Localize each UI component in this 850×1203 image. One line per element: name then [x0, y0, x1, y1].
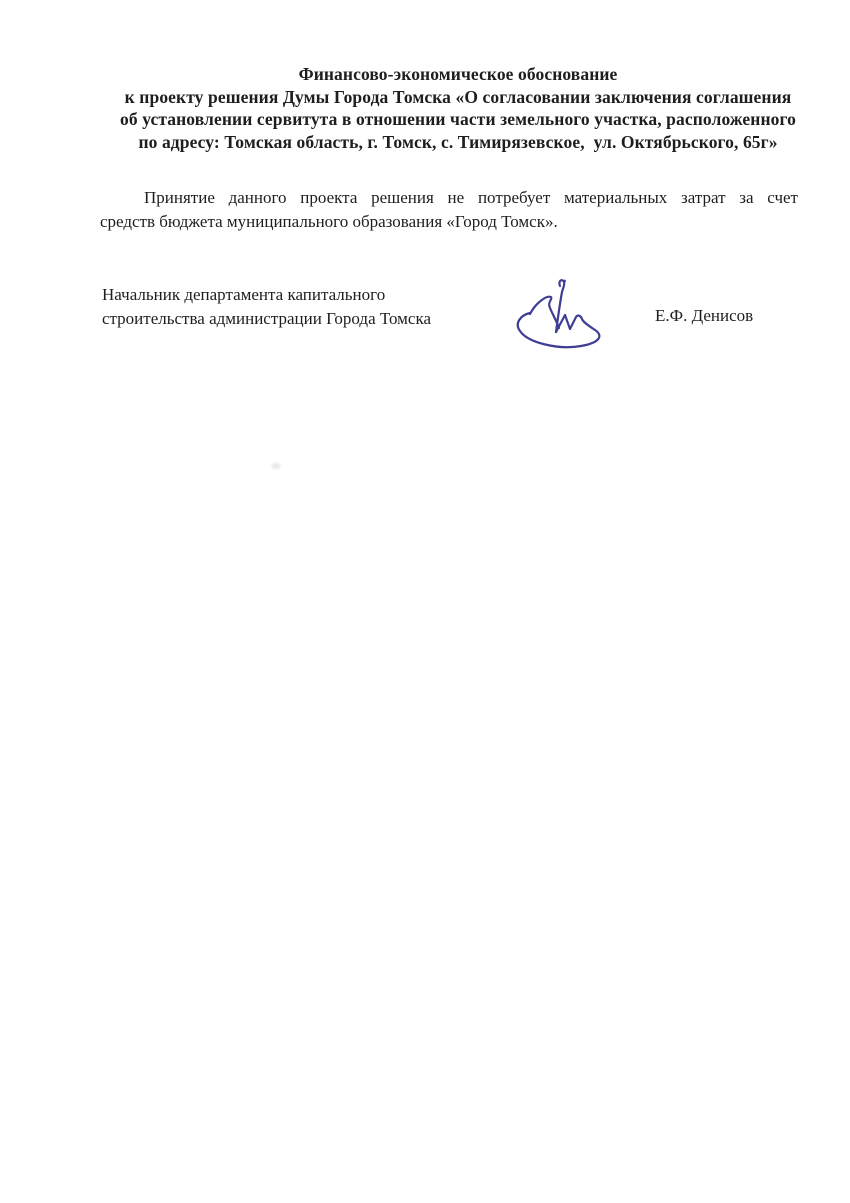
- signatory-name: Е.Ф. Денисов: [655, 306, 754, 325]
- scan-artifact-speck: [271, 463, 281, 469]
- body-paragraph-line: Принятие данного проекта решения не потребует материальных затрат за счет: [144, 188, 798, 207]
- document-title: [88, 63, 828, 153]
- signature-stroke-dot: [563, 280, 566, 283]
- title-line: Финансово-экономическое обоснование: [298, 64, 618, 84]
- signatory-position-line: строительства администрации Города Томска: [102, 308, 432, 328]
- title-line: по адресу: Томская область, г. Томск, с. Тимирязевское, ул. Октябрьского, 65г»: [138, 131, 778, 152]
- signature-stroke-fin: [530, 297, 559, 328]
- body-paragraph: [100, 186, 798, 234]
- title-line: об установлении сервитута в отношении части земельного участка, расположенного: [120, 109, 796, 130]
- signatory-position-line: Начальник департамента капитального: [102, 285, 386, 304]
- signatory-position: [102, 283, 482, 330]
- title-line: к проекту решения Думы Города Томска «О согласовании заключения соглашения: [124, 86, 792, 107]
- signature-ink: [501, 269, 623, 361]
- body-paragraph-line: средств бюджета муниципального образования «Город Томск».: [100, 212, 558, 231]
